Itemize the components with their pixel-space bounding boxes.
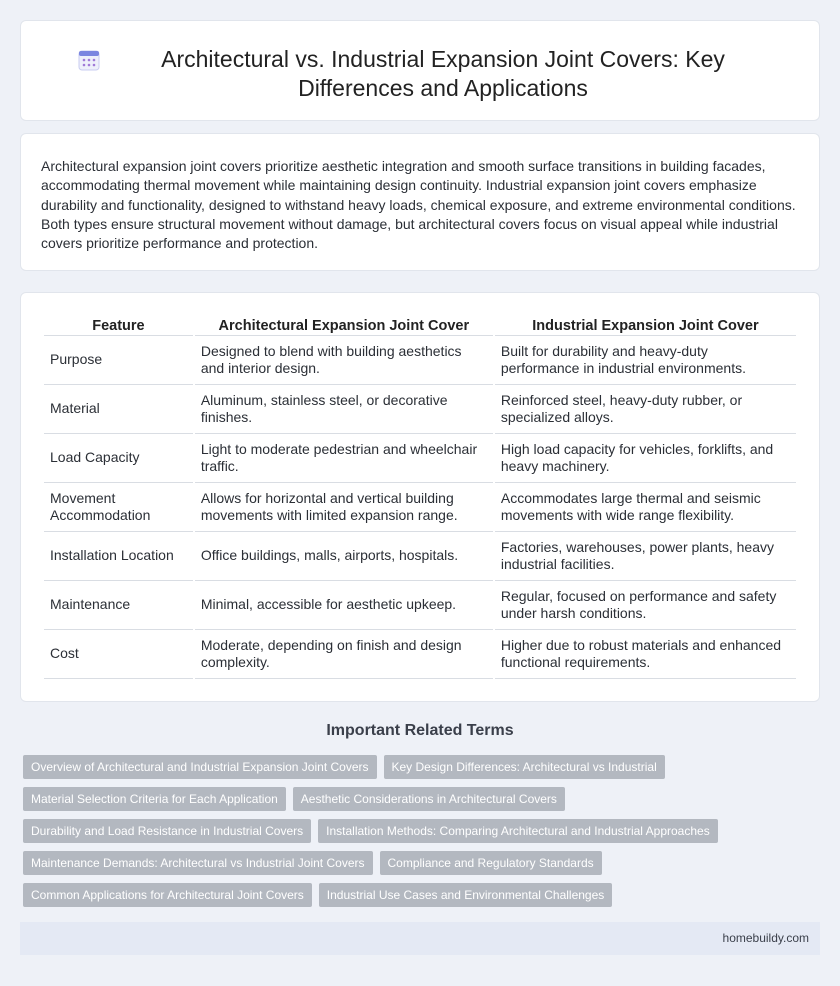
- feature-cell: Load Capacity: [44, 434, 193, 483]
- calendar-grid-icon: [77, 48, 101, 72]
- feature-cell: Cost: [44, 630, 193, 679]
- feature-cell: Movement Accommodation: [44, 483, 193, 532]
- tag-row: [23, 755, 823, 779]
- table-header-row: [44, 316, 796, 336]
- architectural-cell: Moderate, depending on finish and design complexity.: [195, 630, 493, 679]
- tag-row: [23, 819, 823, 843]
- feature-cell: Purpose: [44, 336, 193, 385]
- header-card: [20, 20, 820, 121]
- tag-row: [23, 883, 823, 907]
- related-terms-list: [23, 755, 823, 915]
- feature-cell: Installation Location: [44, 532, 193, 581]
- related-term-tag[interactable]: Compliance and Regulatory Standards: [380, 851, 602, 875]
- table-row: [44, 581, 796, 630]
- intro-card: [20, 133, 820, 271]
- table-row: [44, 434, 796, 483]
- industrial-cell: Reinforced steel, heavy-duty rubber, or specialized alloys.: [495, 385, 796, 434]
- industrial-cell: Factories, warehouses, power plants, heavy industrial facilities.: [495, 532, 796, 581]
- page-title: Architectural vs. Industrial Expansion Joint Covers: Key Differences and Applications: [161, 46, 725, 101]
- architectural-cell: Allows for horizontal and vertical building movements with limited expansion range.: [195, 483, 493, 532]
- column-header-architectural: Architectural Expansion Joint Cover: [195, 316, 493, 336]
- related-term-tag[interactable]: Material Selection Criteria for Each Application: [23, 787, 286, 811]
- related-term-tag[interactable]: Overview of Architectural and Industrial Expansion Joint Covers: [23, 755, 377, 779]
- industrial-cell: Built for durability and heavy-duty performance in industrial environments.: [495, 336, 796, 385]
- related-term-tag[interactable]: Common Applications for Architectural Joint Covers: [23, 883, 312, 907]
- related-term-tag[interactable]: Industrial Use Cases and Environmental Challenges: [319, 883, 612, 907]
- industrial-cell: Higher due to robust materials and enhanced functional requirements.: [495, 630, 796, 679]
- table-row: [44, 385, 796, 434]
- intro-paragraph: Architectural expansion joint covers prioritize aesthetic integration and smooth surface transitions in building facades, accommodating thermal movement while maintaining design continuity. Industrial expansion joint covers emphasize durability and functionality, designed to withstand heavy loads, chemical exposure, and extreme environmental conditions. Both types ensure structural movement without damage, but architectural covers focus on visual appeal while industrial covers prioritize performance and protection.: [41, 158, 796, 252]
- tag-row: [23, 787, 823, 811]
- architectural-cell: Aluminum, stainless steel, or decorative finishes.: [195, 385, 493, 434]
- related-term-tag[interactable]: Installation Methods: Comparing Architectural and Industrial Approaches: [318, 819, 718, 843]
- footer-site-link[interactable]: homebuildy.com: [722, 931, 809, 945]
- column-header-industrial: Industrial Expansion Joint Cover: [495, 316, 796, 336]
- feature-cell: Maintenance: [44, 581, 193, 630]
- table-row: [44, 483, 796, 532]
- feature-cell: Material: [44, 385, 193, 434]
- industrial-cell: Accommodates large thermal and seismic movements with wide range flexibility.: [495, 483, 796, 532]
- related-term-tag[interactable]: Aesthetic Considerations in Architectural Covers: [293, 787, 565, 811]
- related-terms-heading: Important Related Terms: [326, 722, 514, 739]
- architectural-cell: Office buildings, malls, airports, hospitals.: [195, 532, 493, 581]
- architectural-cell: Minimal, accessible for aesthetic upkeep.: [195, 581, 493, 630]
- architectural-cell: Designed to blend with building aesthetics and interior design.: [195, 336, 493, 385]
- tag-row: [23, 851, 823, 875]
- related-term-tag[interactable]: Maintenance Demands: Architectural vs Industrial Joint Covers: [23, 851, 373, 875]
- industrial-cell: Regular, focused on performance and safety under harsh conditions.: [495, 581, 796, 630]
- footer: [20, 922, 820, 955]
- related-term-tag[interactable]: Durability and Load Resistance in Industrial Covers: [23, 819, 311, 843]
- table-row: [44, 630, 796, 679]
- related-term-tag[interactable]: Key Design Differences: Architectural vs Industrial: [384, 755, 665, 779]
- table-row: [44, 532, 796, 581]
- column-header-feature: Feature: [44, 316, 193, 336]
- comparison-table-card: [20, 292, 820, 702]
- architectural-cell: Light to moderate pedestrian and wheelchair traffic.: [195, 434, 493, 483]
- comparison-table: [42, 316, 798, 679]
- industrial-cell: High load capacity for vehicles, forklifts, and heavy machinery.: [495, 434, 796, 483]
- table-row: [44, 336, 796, 385]
